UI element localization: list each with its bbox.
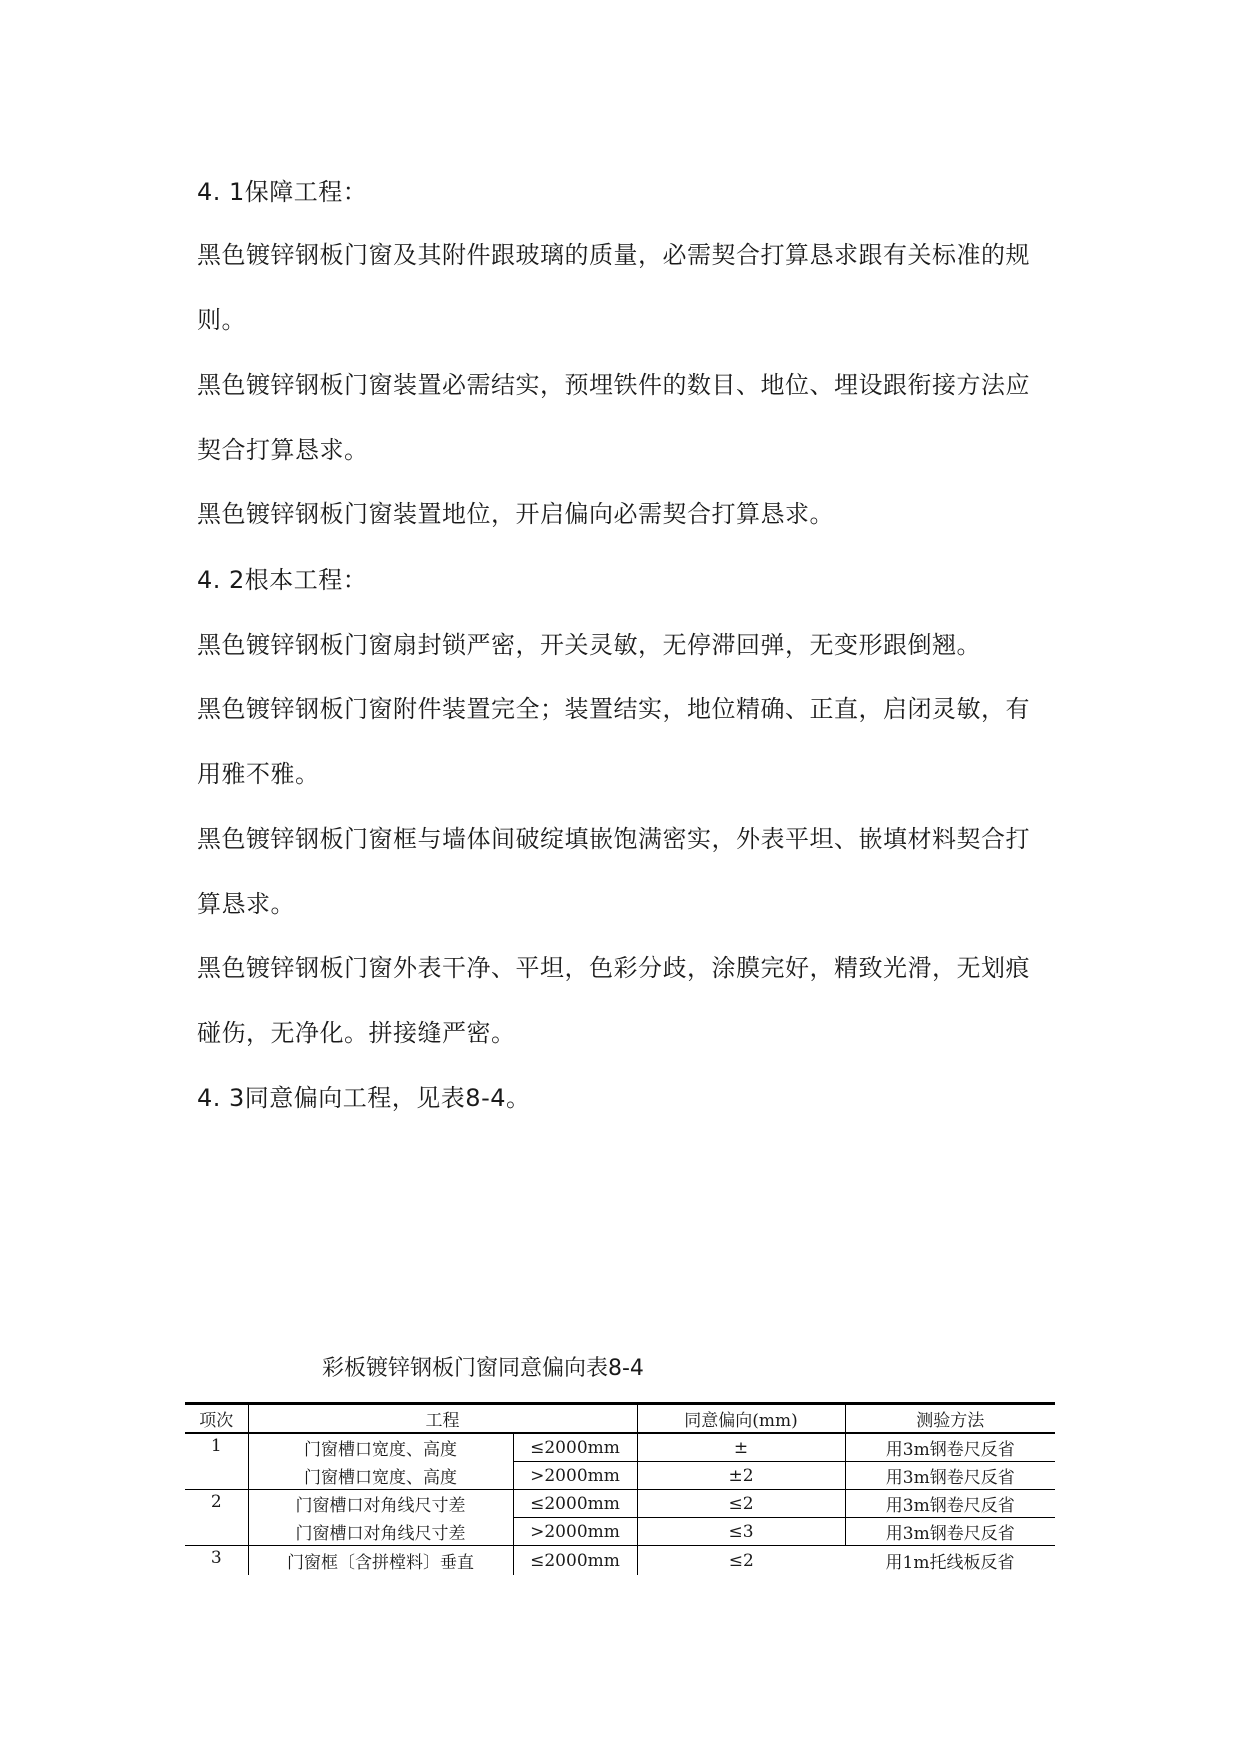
table-row xyxy=(185,1546,1055,1576)
paragraph-line: 黑色镀锌钢板门窗附件装置完全；装置结实，地位精确、正直，启闭灵敏，有 xyxy=(197,695,1030,723)
header-method: 测验方法 xyxy=(845,1404,1055,1434)
section-heading-4-1: 4. 1保障工程： xyxy=(197,178,368,206)
table-row xyxy=(185,1490,1055,1518)
paragraph-line: 黑色镀锌钢板门窗及其附件跟玻璃的质量，必需契合打算恳求跟有关标准的规 xyxy=(197,241,1030,269)
row-method: 用1m托线板反省 xyxy=(845,1546,1055,1576)
paragraph-line: 黑色镀锌钢板门窗装置地位，开启偏向必需契合打算恳求。 xyxy=(197,500,834,528)
paragraph-line: 黑色镀锌钢板门窗外表干净、平坦，色彩分歧，涂膜完好，精致光滑，无划痕 xyxy=(197,954,1030,982)
row-item: 门窗框〔含拼樘料〕垂直 xyxy=(248,1546,513,1576)
row-range: >2000mm xyxy=(513,1462,637,1490)
row-range: ≤2000mm xyxy=(513,1433,637,1462)
table-row xyxy=(185,1462,1055,1490)
paragraph-line: 黑色镀锌钢板门窗扇封锁严密，开关灵敏，无停滞回弹，无变形跟倒翘。 xyxy=(197,631,981,659)
row-method: 用3m钢卷尺反省 xyxy=(845,1518,1055,1546)
row-method: 用3m钢卷尺反省 xyxy=(845,1490,1055,1518)
row-index: 3 xyxy=(185,1546,248,1576)
row-method: 用3m钢卷尺反省 xyxy=(845,1462,1055,1490)
paragraph-line: 则。 xyxy=(197,306,246,334)
header-item: 工程 xyxy=(248,1404,637,1434)
paragraph-line: 黑色镀锌钢板门窗装置必需结实，预埋铁件的数目、地位、埋设跟衔接方法应 xyxy=(197,371,1030,399)
row-index: 2 xyxy=(185,1490,248,1546)
row-item: 门窗槽口对角线尺寸差 xyxy=(248,1490,513,1518)
header-index: 项次 xyxy=(185,1404,248,1434)
table-row xyxy=(185,1518,1055,1546)
paragraph-line: 契合打算恳求。 xyxy=(197,436,369,464)
deviation-table xyxy=(185,1402,1055,1575)
row-item: 门窗槽口宽度、高度 xyxy=(248,1433,513,1462)
row-range: ≤2000mm xyxy=(513,1490,637,1518)
paragraph-line: 用雅不雅。 xyxy=(197,760,320,788)
header-deviation: 同意偏向(mm) xyxy=(637,1404,845,1434)
row-method: 用3m钢卷尺反省 xyxy=(845,1433,1055,1462)
row-deviation: ≤2 xyxy=(637,1490,845,1518)
row-deviation: ±2 xyxy=(637,1462,845,1490)
paragraph-line: 碰伤，无净化。拼接缝严密。 xyxy=(197,1019,516,1047)
table-title: 彩板镀锌钢板门窗同意偏向表8-4 xyxy=(322,1356,644,1381)
row-deviation: ≤2 xyxy=(637,1546,845,1576)
row-item: 门窗槽口宽度、高度 xyxy=(248,1462,513,1490)
row-item: 门窗槽口对角线尺寸差 xyxy=(248,1518,513,1546)
section-heading-4-2: 4. 2根本工程： xyxy=(197,566,368,594)
section-heading-4-3: 4. 3同意偏向工程，见表8-4。 xyxy=(197,1084,531,1112)
row-deviation: ≤3 xyxy=(637,1518,845,1546)
row-range: ≤2000mm xyxy=(513,1546,637,1576)
paragraph-line: 算恳求。 xyxy=(197,890,295,918)
row-index: 1 xyxy=(210,1436,222,1456)
paragraph-line: 黑色镀锌钢板门窗框与墙体间破绽填嵌饱满密实，外表平坦、嵌填材料契合打 xyxy=(197,825,1030,853)
row-range: >2000mm xyxy=(513,1518,637,1546)
table-row xyxy=(185,1433,1055,1462)
table-header-row xyxy=(185,1404,1055,1434)
row-deviation: ± xyxy=(637,1433,845,1462)
